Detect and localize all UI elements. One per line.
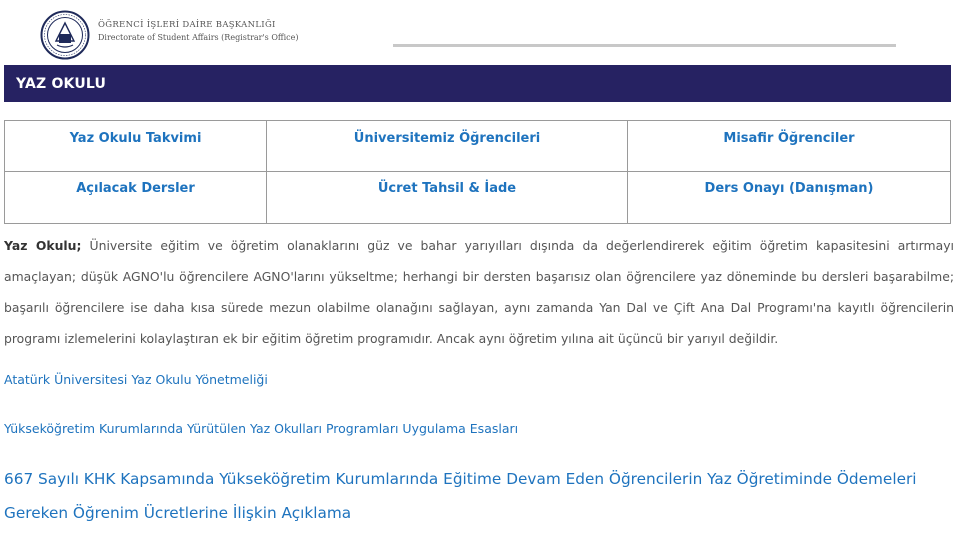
page-title-banner bbox=[4, 65, 951, 102]
intro-paragraph bbox=[4, 230, 954, 354]
menu-link-our-students[interactable]: Üniversitemiz Öğrencileri bbox=[267, 121, 628, 172]
principles-link[interactable]: Yükseköğretim Kurumlarında Yürütülen Yaz Okulları Programları Uygulama Esasları bbox=[4, 421, 519, 436]
menu-link-fee-refund[interactable]: Ücret Tahsil & İade bbox=[267, 172, 628, 223]
university-seal-icon bbox=[40, 10, 90, 60]
org-name-en: Directorate of Student Affairs (Registrar's Office) bbox=[98, 33, 299, 42]
intro-text: Üniversite eğitim ve öğretim olanaklarını güz ve bahar yarıyılları dışında da değerlendirerek eğitim öğretim kapasitesini artırmayı amaçlayan; düşük AGNO'lu öğrencilere AGNO'larını yükseltme; herhangi bir dersten başarısız olan öğrencilere yaz döneminde bu dersleri başarabilme; başarılı öğrencilere ise daha kısa sürede mezun olabilme olanağını sağlayan, aynı zamanda Yan Dal ve Çift Ana Dal Programı'na kayıtlı öğrencilerin programı izlemelerini kolaylaştıran ek bir eğitim öğretim programıdır. Ancak aynı öğretim yılına ait üçüncü bir yarıyıl değildir. bbox=[4, 238, 954, 346]
menu-link-guest-students[interactable]: Misafir Öğrenciler bbox=[628, 121, 950, 172]
summer-school-menu bbox=[4, 120, 951, 224]
menu-link-offered-courses[interactable]: Açılacak Dersler bbox=[5, 172, 267, 223]
menu-link-calendar[interactable]: Yaz Okulu Takvimi bbox=[5, 121, 267, 172]
organization-name bbox=[98, 20, 298, 42]
page-title: YAZ OKULU bbox=[16, 76, 107, 92]
regulation-link[interactable]: Atatürk Üniversitesi Yaz Okulu Yönetmeliği bbox=[4, 372, 268, 387]
page-header bbox=[0, 0, 960, 60]
menu-link-advisor-approval[interactable]: Ders Onayı (Danışman) bbox=[704, 181, 874, 196]
intro-lead: Yaz Okulu; bbox=[4, 238, 82, 253]
header-divider bbox=[393, 44, 896, 47]
org-name-tr: ÖĞRENCİ İŞLERİ DAİRE BAŞKANLIĞI bbox=[98, 20, 276, 30]
khk-fee-link[interactable]: 667 Sayılı KHK Kapsamında Yükseköğretim Kurumlarında Eğitime Devam Eden Öğrencilerin Yaz Öğretiminde Ödemeleri Gereken Öğrenim Ücretlerine İlişkin Açıklama bbox=[4, 470, 917, 522]
